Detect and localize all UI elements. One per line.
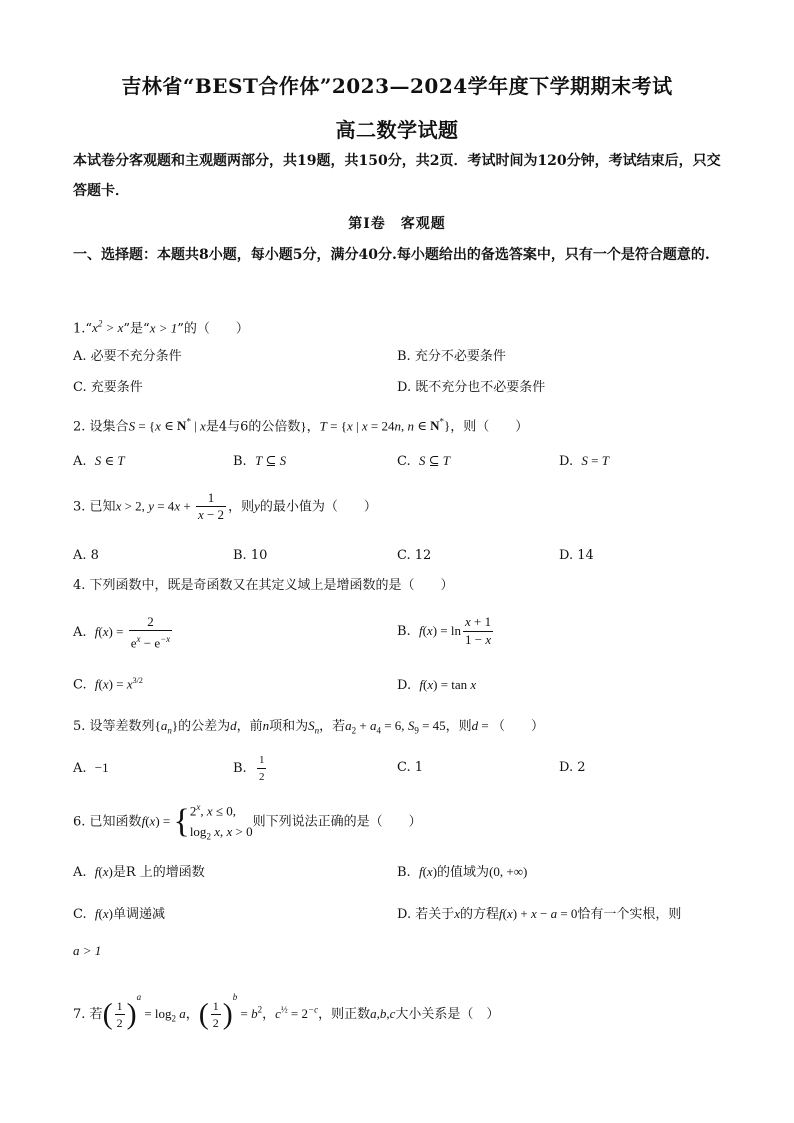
q7-text: 大小关系是（ ） — [395, 1007, 500, 1022]
q2-option-c[interactable]: C. S ⊆ T — [397, 453, 451, 469]
q5-text: 设等差数列 — [89, 719, 155, 734]
q5-text: ，则 — [445, 719, 472, 734]
q2-set-s: S — [128, 418, 136, 434]
q3-number: 3. — [73, 499, 86, 515]
question-3: 3. 已知x > 2, y = 4x + $\frac{1}{x - 2}$ ，则y的最小值为（ ） — [73, 490, 377, 522]
q5-number: 5. — [73, 719, 86, 734]
q5-option-c[interactable]: C. 1 — [397, 760, 424, 775]
q7-number: 7. — [73, 1007, 86, 1022]
q2-number: 2. — [73, 419, 86, 435]
q6-option-a[interactable]: A. f(x)是R 上的增函数 — [73, 864, 205, 880]
q7-text: ， — [185, 1007, 199, 1022]
exam-title: 吉林省“BEST合作体”2023—2024学年度下学期期末考试 — [121, 74, 673, 98]
q3-option-d[interactable]: D. 14 — [559, 548, 594, 563]
q7-text: 若 — [89, 1007, 103, 1022]
q2-option-b[interactable]: B. T ⊆ S — [233, 453, 287, 469]
q6-piecewise: 2$^x$, x ≤ 0, $\log_2 x$, x > 0 — [189, 802, 253, 842]
question-6: 6. 已知函数f(x) = { 2$^x$, x ≤ 0, $\log_2 x$, x > 0 则下列说法正确的是（ ） — [73, 797, 422, 847]
q4-option-d[interactable]: D. f(x) = tan x — [397, 677, 477, 693]
q5-text: ，若 — [319, 719, 346, 734]
q6-option-b[interactable]: B. f(x)的值域为(0, +∞) — [397, 864, 528, 880]
q1-expr1: $x^2 > x$ — [92, 319, 124, 336]
q6-option-d-continued: a > 1 — [73, 943, 102, 958]
q4-option-c[interactable]: C. $f(x) = x^{3/2}$ — [73, 676, 143, 693]
q5-text: （ ） — [492, 719, 545, 734]
q5-text: 的公差为 — [178, 719, 231, 734]
q6-option-c[interactable]: C. f(x)单调递减 — [73, 906, 165, 922]
q2-text: ，则（ ） — [450, 419, 529, 435]
q6-text: 已知函数 — [89, 814, 142, 830]
q1-option-c[interactable]: C. 充要条件 — [73, 380, 143, 395]
q4-text: 下列函数中，既是奇函数又在其定义域上是增函数的是（ ） — [89, 578, 454, 593]
q1-text: ”的（ ） — [177, 321, 249, 337]
q7-text: ，则正数 — [318, 1007, 371, 1022]
q7-text: ， — [262, 1007, 276, 1022]
q2-set-t: T — [319, 418, 327, 434]
q1-number: 1. — [73, 321, 86, 337]
part1-heading: 一、选择题：本题共8小题，每小题5分，满分40分.每小题给出的备选答案中，只有一个是符合题意的. — [73, 247, 710, 263]
q1-text: “ — [85, 321, 93, 337]
section-title: 第Ⅰ卷 客观题 — [348, 216, 446, 232]
q1-expr2: x > 1 — [149, 320, 178, 336]
q2-option-a[interactable]: A. S ∈ T — [73, 453, 125, 469]
q5-text: ，前 — [236, 719, 263, 734]
q5-option-d[interactable]: D. 2 — [559, 760, 586, 775]
q4-option-a[interactable]: A. f(x) = $\frac{2}{e^x - e^{-x}}$ — [73, 614, 171, 651]
exam-intro: 本试卷分客观题和主观题两部分，共19题，共150分，共2页．考试时间为120分钟，考试结束后，只交答题卡． — [73, 153, 721, 199]
q3-fraction: $\frac{1}{x - 2}$ — [197, 490, 225, 522]
q3-text: ，则 — [228, 499, 255, 515]
q1-text: ”是“ — [123, 321, 150, 337]
q2-option-d[interactable]: D. S = T — [559, 453, 609, 469]
question-7: 7. 若( $\frac{1}{2}$ )$^a = \log_2 a$，( $\frac{1}{2}$ )$^b = b^2$，$c^{\frac{1}{2}} = 2^{-c}$，则正数a,b,c大小关系是（ ） — [73, 992, 500, 1031]
q2-text: 是4与6的公倍数 — [205, 419, 301, 435]
question-2: 2. 设集合S = {x ∈ N* | x是4与6的公倍数}，T = {x | x = 24n, n ∈ N*}，则（ ） — [73, 417, 529, 435]
q5-text: 项和为 — [269, 719, 309, 734]
q2-text: ， — [306, 419, 320, 435]
q6-number: 6. — [73, 814, 86, 830]
q3-option-b[interactable]: B. 10 — [233, 548, 268, 563]
q4-number: 4. — [73, 578, 86, 593]
q5-option-a[interactable]: A. −1 — [73, 760, 109, 776]
q6-text: 则下列说法正确的是（ ） — [252, 814, 422, 830]
q3-option-a[interactable]: A. 8 — [73, 548, 99, 563]
question-5: 5. 设等差数列$\{a_n\}$的公差为d，前n项和为$S_n$，若$a_2 + a_4 = 6$, $S_9 = 45$，则d = （ ） — [73, 718, 545, 736]
q3-option-c[interactable]: C. 12 — [397, 548, 432, 563]
q4-option-b[interactable]: B. f(x) = ln $\frac{x + 1}{1 - x}$ — [397, 614, 492, 647]
q3-text: 已知 — [89, 499, 116, 515]
q5-option-b[interactable]: B. $\frac{1}{2}$ — [233, 754, 265, 783]
exam-subtitle: 高二数学试题 — [335, 118, 459, 142]
q1-option-a[interactable]: A. 必要不充分条件 — [73, 349, 182, 364]
q1-option-b[interactable]: B. 充分不必要条件 — [397, 349, 506, 364]
question-1 — [73, 315, 249, 338]
q1-option-d[interactable]: D. 既不充分也不必要条件 — [397, 380, 546, 395]
question-4 — [73, 577, 454, 595]
q2-text: 设集合 — [89, 419, 129, 435]
q3-text: 的最小值为（ ） — [259, 499, 377, 515]
q6-option-d[interactable]: D. 若关于x的方程f(x) + x − a = 0恰有一个实根，则 — [397, 906, 682, 922]
